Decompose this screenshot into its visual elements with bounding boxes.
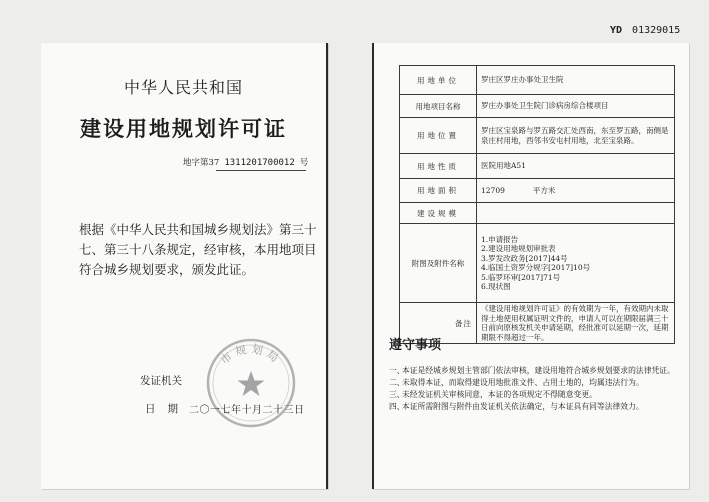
date-label: 日期 (145, 403, 190, 415)
attachment-item: 2.建设用地规划审批表 (481, 244, 556, 253)
area-unit: 平方米 (532, 185, 556, 195)
compliance-rules (389, 365, 681, 412)
location-label: 用地位置 (400, 118, 477, 154)
location-value: 罗庄区宝泉路与罗五路交汇处西南，东至罗五路，南侧是泉庄村用地，西邻书安屯村用地，北至宝泉路。 (477, 118, 675, 154)
table-row (400, 203, 675, 224)
scale-label: 建设规模 (400, 203, 477, 224)
attachment-item: 1.申请报告 (481, 234, 519, 244)
remark-value: 《建设用地规划许可证》的有效期为一年，有效期内未取得土地使用权属证明文件的，申请人可以在期限届满三十日前向原核发机关申请延期，经批准可以延期一次，延期期限不得超过一年。 (477, 303, 675, 344)
rule-text: 本证所需附图与附件由发证机关依法确定，与本证具有同等法律效力。 (402, 402, 644, 411)
certificate-number-prefix: 地字第37 (183, 158, 220, 168)
nature-label: 用地性质 (400, 154, 477, 179)
certificate-title: 建设用地规划许可证 (80, 116, 287, 141)
area-cell (477, 179, 675, 203)
serial-value: 01329015 (632, 25, 681, 36)
seal-text: 市规划局 (218, 342, 284, 368)
table-row (400, 118, 675, 154)
project-value: 罗庄办事处卫生院门诊病房综合楼项目 (477, 95, 675, 118)
unit-label: 用地单位 (400, 66, 477, 95)
compliance-heading: 遵守事项 (389, 338, 442, 353)
table-row (400, 179, 675, 203)
attachments-label: 附图及附件名称 (400, 224, 477, 303)
seal-star-icon (238, 371, 265, 396)
rule-number: 四、 (389, 402, 405, 411)
project-label: 用地项目名称 (400, 95, 477, 118)
official-seal (201, 333, 301, 433)
attachment-item: 4.临国土资罗分规字[2017]10号 (481, 263, 591, 272)
table-row (400, 66, 675, 95)
attachment-item: 3.罗发改政务[2017]44号 (481, 253, 568, 263)
unit-value: 罗庄区罗庄办事处卫生院 (477, 66, 675, 95)
rule-text: 未取得本证，而取得建设用地批准文件、占用土地的，均属违法行为。 (402, 378, 644, 387)
table-row (400, 154, 675, 179)
issue-date: 二〇一七年十月二十三日 (189, 405, 305, 416)
rule-item (389, 365, 681, 376)
certificate-number-value: 1311201700012 (224, 158, 295, 168)
rule-number: 二、 (389, 378, 405, 387)
attachments-list (477, 224, 675, 303)
certificate-detail-page (372, 25, 689, 489)
serial-prefix: YD (610, 25, 623, 36)
serial-number (610, 25, 680, 36)
remark-label: 备注 (400, 303, 477, 344)
area-value: 12709 (481, 185, 505, 195)
certificate-number-suffix: 号 (299, 158, 309, 168)
rule-text: 本证是经城乡规划主管部门依法审核，建设用地符合城乡规划要求的法律凭证。 (402, 366, 675, 375)
certificate-number-underline (216, 170, 306, 171)
certificate-number (183, 156, 308, 168)
rule-item (389, 401, 681, 412)
table-row (400, 224, 675, 303)
table-row (400, 95, 675, 118)
rule-text: 未经发证机关审核同意，本证的各项规定不得随意变更。 (402, 390, 597, 399)
issuer-label: 发证机关 (140, 375, 182, 387)
country-heading: 中华人民共和国 (123, 78, 243, 97)
attachment-item: 6.现状图 (481, 282, 511, 291)
rule-item (389, 377, 681, 388)
certificate-front-page (41, 43, 328, 489)
nature-value: 医院用地A51 (477, 154, 675, 179)
attachment-item: 5.临罗环审[2017]71号 (481, 272, 561, 282)
rule-number: 三、 (389, 390, 405, 399)
scale-value (477, 203, 675, 224)
rule-item (389, 389, 681, 400)
rule-number: 一、 (389, 366, 405, 375)
area-label: 用地面积 (400, 179, 477, 203)
land-use-info-table (399, 65, 675, 344)
certificate-body-text: 根据《中华人民共和国城乡规划法》第三十七、第三十八条规定，经审核，本用地项目符合城乡规划要求，颁发此证。 (79, 222, 317, 277)
